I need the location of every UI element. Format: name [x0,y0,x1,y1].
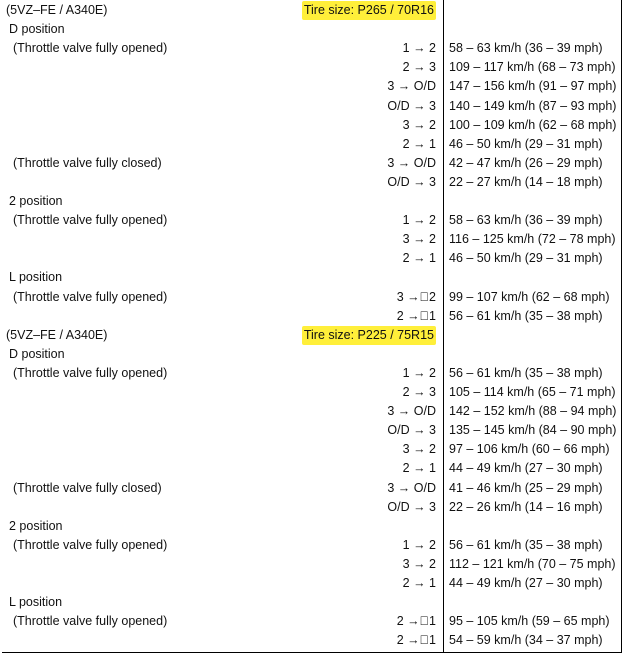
shift-range: 2 → 1 [402,461,436,476]
shift-range: 3 → O/D [387,480,436,495]
shift-speed: 46 – 50 km/h (29 – 31 mph) [449,251,603,266]
shift-range: 3 → 2 [402,232,436,247]
shift-range: 3 → O/D [387,155,436,170]
shift-speed: 44 – 49 km/h (27 – 30 mph) [449,576,603,590]
shift-speed: 56 – 61 km/h (35 – 38 mph) [449,537,603,552]
shift-range: 3 → 2 [402,117,436,132]
shift-speed: 112 – 121 km/h (70 – 75 mph) [449,556,616,571]
position-label: L position [9,270,63,285]
table-row [0,135,626,154]
table-row [0,230,626,249]
shift-speed: 142 – 152 km/h (88 – 94 mph) [449,404,617,419]
table-row [0,58,626,77]
table-row [0,173,626,192]
table-row [0,459,626,478]
throttle-condition-label: (Throttle valve fully opened) [13,537,168,552]
table-row [0,345,626,364]
throttle-condition-label: (Throttle valve fully opened) [13,213,168,228]
shift-range: 3 → O/D [387,79,436,94]
throttle-condition-label: (Throttle valve fully closed) [13,480,162,495]
shift-speed: 41 – 46 km/h (25 – 29 mph) [449,480,603,495]
shift-speed: 22 – 26 km/h (14 – 16 mph) [449,499,603,514]
table-row [0,307,626,326]
throttle-condition-label: (Throttle valve fully closed) [13,155,162,170]
shift-speed: 105 – 114 km/h (65 – 71 mph) [449,385,616,399]
position-label: L position [9,595,63,610]
table-row [0,593,626,612]
throttle-condition-label: (Throttle valve fully opened) [13,41,168,56]
table-row [0,402,626,421]
table-row [0,517,626,536]
table-row [0,97,626,116]
shift-range: 3 →⃞2 [396,289,436,304]
shift-range: 2 →⃞1 [396,308,436,323]
shift-range: O/D → 3 [387,98,436,113]
table-row [0,116,626,135]
shift-range: O/D → 3 [387,423,436,438]
shift-range: 3 → 2 [402,442,436,457]
table-row [0,39,626,58]
shift-speed: 109 – 117 km/h (68 – 73 mph) [449,60,616,75]
shift-speed: 140 – 149 km/h (87 – 93 mph) [449,98,617,113]
table-row [0,192,626,211]
table-row [0,288,626,307]
throttle-condition-label: (Throttle valve fully opened) [13,365,168,380]
position-label: 2 position [9,194,63,208]
shift-range: 2 →⃞1 [396,633,436,648]
shift-range: 2 → 3 [402,60,436,75]
shift-speed: 135 – 145 km/h (84 – 90 mph) [449,423,617,438]
position-label: D position [9,22,65,37]
shift-range: 2 → 3 [402,385,436,399]
table-row [0,211,626,230]
table-row [0,249,626,268]
section-header [0,326,626,345]
section-header [0,1,626,20]
shift-speed: 54 – 59 km/h (34 – 37 mph) [449,633,603,648]
table-row [0,440,626,459]
shift-range: O/D → 3 [387,174,436,189]
shift-range: O/D → 3 [387,499,436,514]
table-row [0,268,626,287]
table-row [0,20,626,39]
shift-speed: 58 – 63 km/h (36 – 39 mph) [449,41,603,56]
position-label: D position [9,346,65,361]
shift-range: 1 → 2 [402,213,436,228]
shift-speed: 58 – 63 km/h (36 – 39 mph) [449,213,603,228]
shift-speed: 116 – 125 km/h (72 – 78 mph) [449,232,616,247]
shift-range: 2 →⃞1 [396,614,436,629]
engine-model-label: (5VZ–FE / A340E) [6,327,108,342]
table-row [0,555,626,574]
shift-speed: 56 – 61 km/h (35 – 38 mph) [449,365,603,380]
table-row [0,536,626,555]
shift-speed: 46 – 50 km/h (29 – 31 mph) [449,136,603,151]
shift-speed: 42 – 47 km/h (26 – 29 mph) [449,155,603,170]
table-row [0,383,626,402]
shift-range: 1 → 2 [402,365,436,380]
position-label: 2 position [9,518,63,533]
shift-speed: 95 – 105 km/h (59 – 65 mph) [449,614,610,629]
engine-model-label: (5VZ–FE / A340E) [6,3,108,17]
shift-range: 1 → 2 [402,537,436,552]
table-row [0,364,626,383]
shift-range: 3 → O/D [387,404,436,419]
shift-speed: 44 – 49 km/h (27 – 30 mph) [449,461,603,476]
shift-range: 3 → 2 [402,556,436,571]
shift-range: 2 → 1 [402,576,436,590]
throttle-condition-label: (Throttle valve fully opened) [13,614,168,629]
shift-range: 2 → 1 [402,251,436,266]
shift-speed: 147 – 156 km/h (91 – 97 mph) [449,79,617,94]
shift-speed: 22 – 27 km/h (14 – 18 mph) [449,174,603,189]
shift-range: 1 → 2 [402,41,436,56]
throttle-condition-label: (Throttle valve fully opened) [13,289,168,304]
shift-speed: 56 – 61 km/h (35 – 38 mph) [449,308,603,323]
tire-size-label: Tire size: P265 / 70R16 [302,1,436,20]
table-row [0,612,626,631]
tire-size-label: Tire size: P225 / 75R15 [302,326,436,345]
table-row [0,631,626,650]
shift-speed: 100 – 109 km/h (62 – 68 mph) [449,117,617,132]
table-row [0,421,626,440]
table-row [0,574,626,593]
shift-speed: 97 – 106 km/h (60 – 66 mph) [449,442,610,457]
table-row [0,498,626,517]
table-row [0,479,626,498]
table-row [0,154,626,173]
table-row [0,77,626,96]
shift-speed: 99 – 107 km/h (62 – 68 mph) [449,289,610,304]
shift-range: 2 → 1 [402,136,436,151]
